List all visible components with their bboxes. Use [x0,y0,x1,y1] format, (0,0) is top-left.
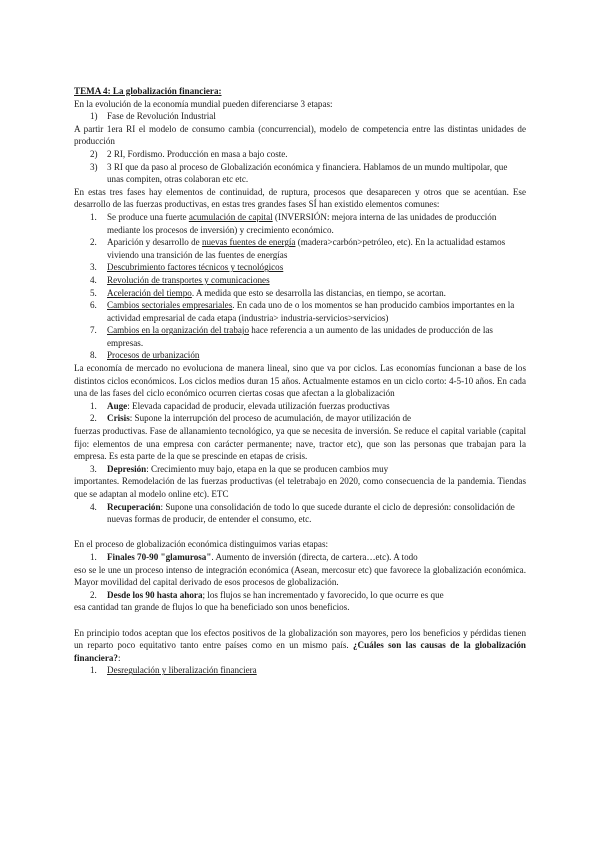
list-item: 7. Cambios en la organización del trabajo hace referencia a un aumento de las unidades de producción de las empresas. [90,325,493,348]
list-item: 4. Revolución de transportes y comunicaciones [90,274,270,285]
intro-paragraph: En la evolución de la economía mundial pueden diferenciarse 3 etapas: [74,98,333,109]
etapa-1-continuation: eso se le une un proceso intenso de integración económica (Asean, mercosur etc) que favorece la globalización económica. Mayor movilidad del capital derivado de esos procesos de globalización. [74,564,526,588]
fases-paragraph: En estas tres fases hay elementos de continuidad, de ruptura, procesos que desaparecen y otros que se acentúan. Ese desarrollo de las fuerzas productivas, en estas tres grandes fases SÍ han existido elementos comunes: [74,186,526,210]
list-item-auge: 1. Auge: Elevada capacidad de producir, elevada utilización fuerzas productivas [90,400,390,411]
document-title: TEMA 4: La globalización financiera: [74,86,222,96]
list-item-recuperacion: 4. Recuperación: Supone una consolidación de todo lo que sucede durante el ciclo de depresión: consolidación de nuevas formas de producir, de entender el consumo, etc. [90,501,515,525]
list-item: 1) Fase de Revolución Industrial [90,111,216,122]
principio-paragraph: En principio todos aceptan que los efectos positivos de la globalización son mayores, pero los beneficios y pérdidas tienen un reparto poco equitativo tanto entre países como en un mismo país. ¿Cuáles son las causas de la globalización financiera?: [74,627,526,663]
depresion-continuation: importantes. Remodelación de las fuerzas productivas (el teletrabajo en 2020, como consecuencia de la pandemia. Tiendas que se adaptan al modelo online etc). ETC [74,476,526,499]
list-item: 5. Aceleración del tiempo. A medida que esto se desarrolla las distancias, en tiempo, se acortan. [90,287,446,298]
proceso-paragraph: En el proceso de globalización económica distinguimos varias etapas: [74,539,329,550]
ri-paragraph: A partir 1era RI el modelo de consumo cambia (concurrencial), modelo de competencia entre las distintas unidades de producción [74,123,526,147]
list-item-crisis: 2. Crisis: Supone la interrupción del proceso de acumulación, de mayor utilización de [90,413,412,424]
list-item-etapa-1: 1. Finales 70-90 "glamurosa". Aumento de inversión (directa, de cartera…etc). A todo [90,551,418,562]
list-item: 6. Cambios sectoriales empresariales. En cada uno de o los momentos se han producido cambios importantes en la actividad empresarial de cada etapa (industria> industria-servicios>servicios) [90,300,515,323]
list-item-causa-1: 1. Desregulación y liberalización financiera [90,665,257,676]
list-item: 1. Se produce una fuerte acumulación de capital (INVERSIÓN: mejora interna de las unidades de producción mediante los procesos de inversión) y crecimiento económico. [90,211,497,235]
list-item: 2. Aparición y desarrollo de nuevas fuentes de energía (madera>carbón>petróleo, etc). En la actualidad estamos viviendo una transición de las fuentes de energías [90,237,506,260]
list-item-etapa-2: 2. Desde los 90 hasta ahora; los flujos se han incrementado y favorecido, lo que ocurre es que [90,589,444,600]
document-body [74,85,526,677]
list-item: 3. Descubrimiento factores técnicos y tecnológicos [90,262,284,273]
crisis-continuation: fuerzas productivas. Fase de allanamiento tecnológico, ya que se necesita de inversión. Se reduce el capital variable (capital fijo: elementos de una empresa con carácter permanente; nave, tractor etc), que son las personas que trabajan para la empresa. Es esta parte de la que se prescinde en etapas de crisis. [74,426,526,462]
list-item-depresion: 3. Depresión: Crecimiento muy bajo, etapa en la que se producen cambios muy [90,463,389,474]
list-item: 8. Procesos de urbanización [90,350,200,361]
ciclos-paragraph: La economía de mercado no evoluciona de manera lineal, sino que va por ciclos. Las economías funcionan a base de los distintos ciclos económicos. Los ciclos medios duran 15 años. Actualmente estamos en un ciclo corto: 4-5-10 años. En cada una de las fases del ciclo económico ocurren ciertas cosas que afectan a la globalización [74,363,526,399]
etapa-2-continuation: esa cantidad tan grande de flujos lo que ha beneficiado son unos beneficios. [74,602,350,613]
list-item: 3) 3 RI que da paso al proceso de Globalización económica y financiera. Hablamos de un mundo multipolar, que unas compiten, otras colaboran etc etc. [90,161,508,185]
list-item: 2) 2 RI, Fordismo. Producción en masa a bajo coste. [90,148,288,159]
